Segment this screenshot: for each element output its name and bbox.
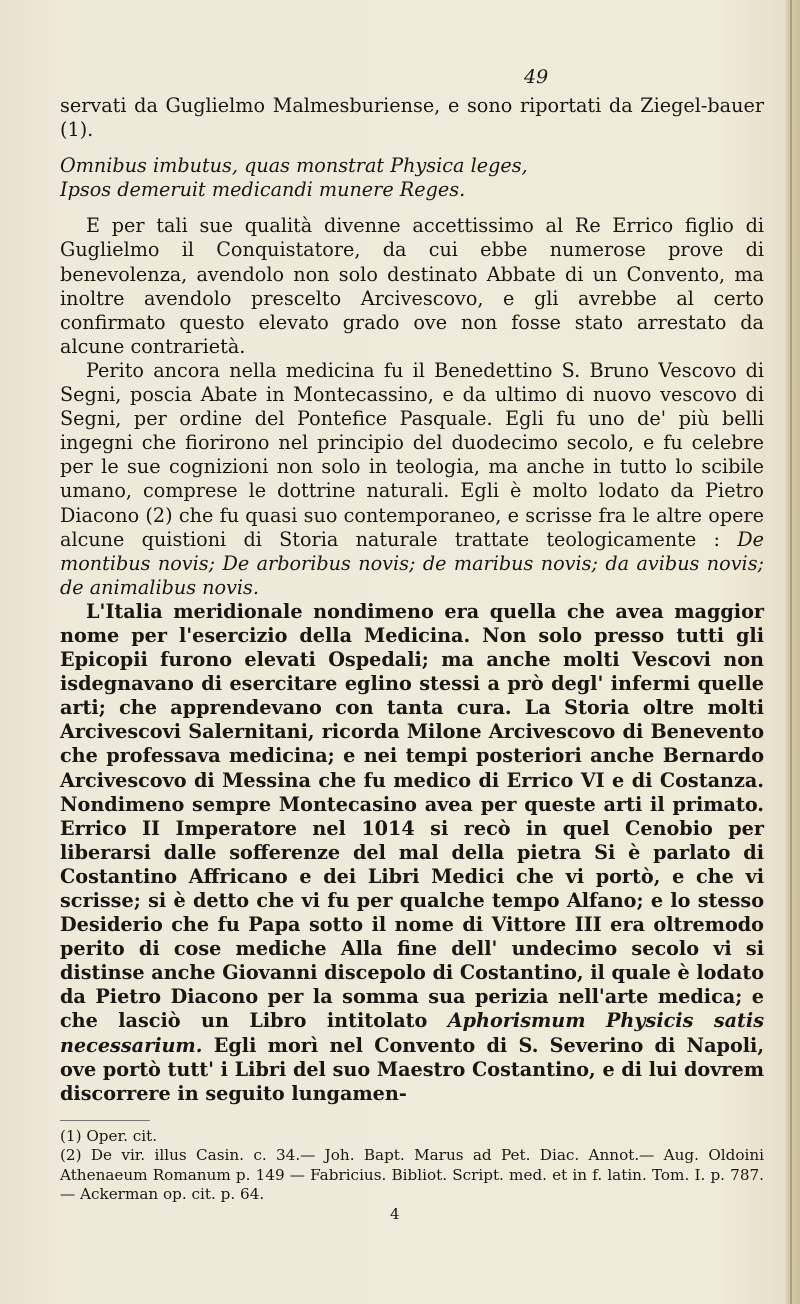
footnote: (1) Oper. cit. xyxy=(60,1126,158,1145)
paragraph: servati da Guglielmo Malmesburiense, e sono riportati da Ziegel-bauer (1). xyxy=(60,94,764,142)
paragraph-text: L'Italia meridionale nondimeno era quella che avea maggior nome per l'esercizio della Medicina. Non solo presso tutti gli Epicopii furono elevati Ospedali; ma anche molti Vescovi non isdegnavano di esercitare eglino stessi a prò degl' infermi quelle arti; che apprendevano con tanta cura. La Storia oltre molti Arcivescovi Salernitani, ricorda Milone Arcivescovo di Benevento che professava medicina; e nei tempi posteriori anche Bernardo Arcivescovo di Messina che fu medico di Errico VI e di Costanza. Nondimeno sempre Montecasino avea per queste arti il primato. Errico II Imperatore nel 1014 si recò in quel Cenobio per liberarsi dalle sofferenze del mal della pietra Si è parlato di Costantino Affricano e dei Libri Medici che vi portò, e che vi scrisse; si è detto che vi fu per qualche tempo Alfano; e lo stesso Desiderio che fu Papa sotto il nome di Vittore III era oltremodo perito di cose mediche Alla fine dell' undecimo secolo vi si distinse anche Giovanni discepolo di Costantino, il quale è lodato da Pietro Diacono per la somma sua perizia nell'arte medica; e che lasciò un Libro intitolato xyxy=(60,599,764,1033)
verse-line: Ipsos demeruit medicandi munere Reges. xyxy=(60,178,466,202)
paragraph xyxy=(60,359,764,600)
footnote: (2) De vir. illus Casin. c. 34.— Joh. Bapt. Marus ad Pet. Diac. Annot.— Aug. Oldoini Athenaeum Romanum p. 149 — Fabricius. Bibliot. Script. med. et in f. latin. Tom. I. p. 787. — Ackerman op. cit. p. 64. xyxy=(60,1146,764,1204)
paragraph xyxy=(60,600,764,1106)
paragraph-text: Egli morì nel Convento di S. Severino di Napoli, ove portò tutt' i Libri del suo Maestro Costantino, e di lui dovrem discorrere in seguito lungamen- xyxy=(60,1033,764,1105)
footnote-divider xyxy=(60,1120,150,1121)
verse-line: Omnibus imbutus, quas monstrat Physica leges, xyxy=(60,154,528,178)
paragraph-text: Perito ancora nella medicina fu il Benedettino S. Bruno Vescovo di Segni, poscia Abate in Montecassino, e da ultimo di nuovo vescovo di Segni, per ordine del Pontefice Pasquale. Egli fu uno de' più belli ingegni che fiorirono nel principio del duodecimo secolo, e fu celebre per le sue cognizioni non solo in teologia, ma anche in tutto lo scibile umano, comprese le dottrine naturali. Egli è molto lodato da Pietro Diacono (2) che fu quasi suo contemporaneo, e scrisse fra le altre opere alcune quistioni di Storia naturale trattate teologicamente : xyxy=(60,358,764,551)
work-title: Aphorismum Physicis satis necessarium. xyxy=(60,1009,765,1057)
work-titles: De montibus novis; De arboribus novis; de maribus novis; da avibus novis; de animalibus novis. xyxy=(60,527,764,599)
page-number: 49 xyxy=(524,66,549,88)
paragraph: E per tali sue qualità divenne accettissimo al Re Errico figlio di Guglielmo il Conquistatore, da cui ebbe numerose prove di benevolenza, avendolo non solo destinato Abbate di un Convento, ma inoltre avendolo prescelto Arcivescovo, e gli avrebbe al certo confirmato questo elevato grado ove non fosse stato arrestato da alcune contrarietà. xyxy=(60,214,764,358)
footnotes xyxy=(60,1127,764,1225)
page-edge xyxy=(786,0,800,1304)
signature-mark: 4 xyxy=(390,1204,400,1223)
verse-quotation xyxy=(60,154,764,202)
body-text xyxy=(60,94,764,1224)
